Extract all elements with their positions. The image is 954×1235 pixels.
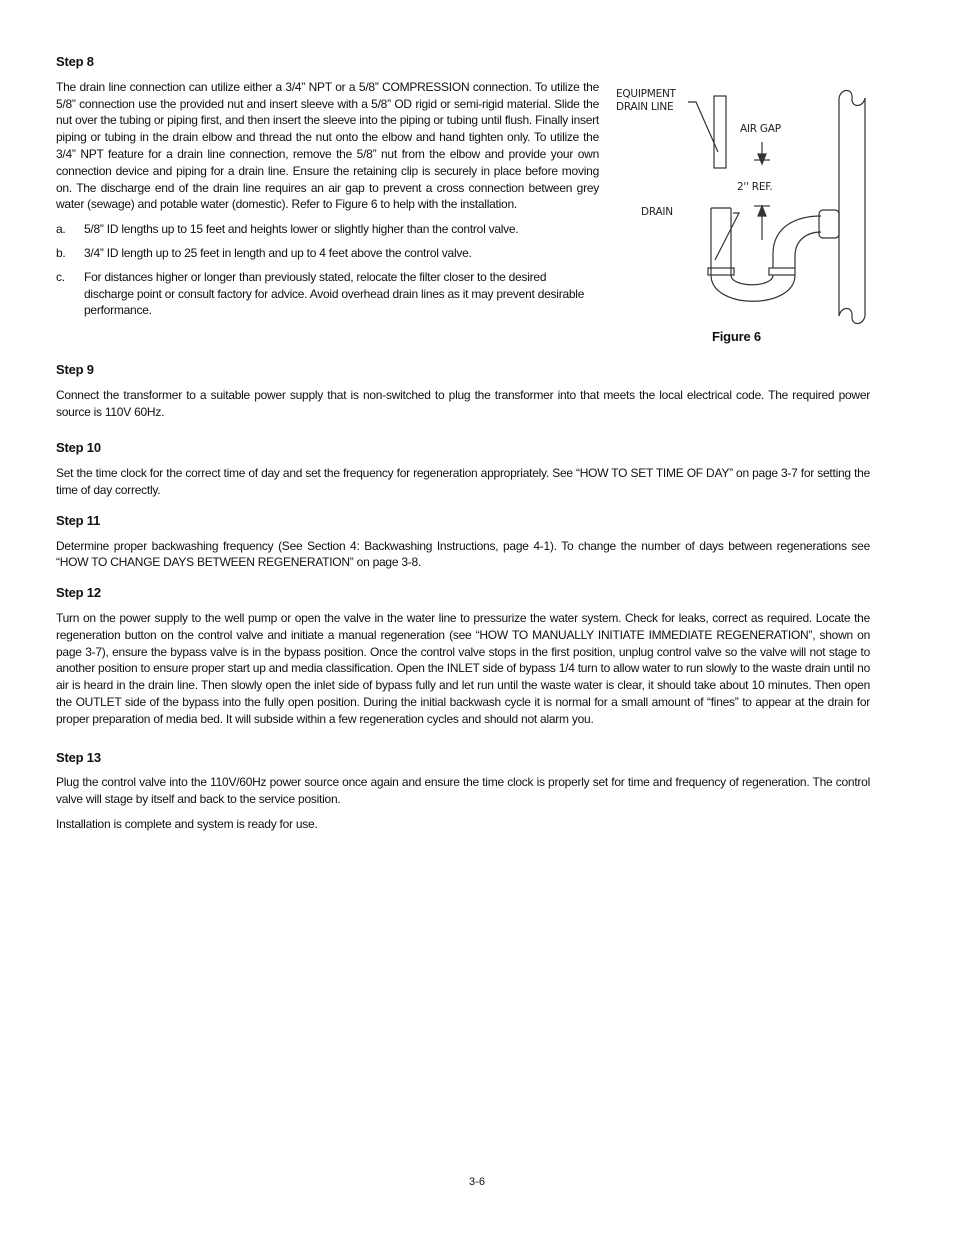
list-item bbox=[56, 269, 599, 319]
trap-arm-inner bbox=[773, 216, 821, 268]
list-marker: a. bbox=[56, 222, 66, 237]
trap-arm-outer bbox=[795, 232, 821, 268]
figure-6-air-gap-diagram bbox=[611, 80, 871, 350]
step-12-section bbox=[56, 585, 870, 727]
step-11-section bbox=[56, 513, 870, 571]
step-10-paragraph: Set the time clock for the correct time of day and set the frequency for regeneration appropriately. See “HOW TO SET TIME OF DAY” on page 3-7 for setting the time of day correctly. bbox=[56, 466, 870, 497]
label-equipment: EQUIPMENT bbox=[616, 88, 676, 100]
list-item-text: 3/4” ID length up to 25 feet in length and up to 4 feet above the control valve. bbox=[84, 245, 472, 260]
equipment-drain-line-tube bbox=[714, 96, 726, 168]
figure-caption: Figure 6 bbox=[712, 329, 761, 344]
step-13-heading: Step 13 bbox=[56, 749, 101, 765]
drain-diagram-drawing bbox=[611, 80, 871, 330]
air-gap-arrow-head bbox=[758, 154, 766, 164]
step-9-paragraph: Connect the transformer to a suitable power supply that is non-switched to plug the transformer into that meets the local electrical code. The required power source is 110V 60Hz. bbox=[56, 387, 870, 419]
step-10-heading: Step 10 bbox=[56, 440, 101, 456]
step-10-section bbox=[56, 440, 870, 498]
p-trap-inner bbox=[731, 275, 773, 285]
list-item bbox=[56, 221, 599, 238]
p-trap-outer bbox=[711, 275, 795, 301]
step-8-section bbox=[56, 54, 870, 346]
list-item bbox=[56, 245, 599, 262]
step-12-paragraph: Turn on the power supply to the well pump or open the valve in the water line to pressurize the water system. Check for leaks, correct as required. Locate the regeneration button on the control valve and initiate a manual regeneration (see “HOW TO MANUALLY INITIATE IMMEDIATE REGENERATION”, shown on page 3-7), ensure the bypass valve is in the bypass position. Once the control valve stops in the first position, unplug control valve so the valve will not stage to another position to ensure proper start up and media classification. Open the INLET side of bypass 1/4 turn to allow water to run slowly to the waste drain until no air is heard in the drain line. Then slowly open the inlet side of bypass fully and let run until the waste water is clear, it should take about 10 minutes. Then open the OUTLET side of the bypass into the fully open position. During the initial backwash cycle it is normal for a small amount of “fines” to appear at the drain for proper preparation of media bed. It will subside within a few regeneration cycles and should not alarm you. bbox=[56, 610, 870, 726]
branch-fitting bbox=[819, 210, 839, 238]
step-11-heading: Step 11 bbox=[56, 512, 101, 528]
closing-sentence: Installation is complete and system is ready for use. bbox=[56, 816, 318, 831]
label-air-gap: AIR GAP bbox=[740, 123, 781, 135]
step-8-heading: Step 8 bbox=[56, 54, 94, 69]
list-item-text: For distances higher or longer than previously stated, relocate the filter closer to the desired discharge point or consult factory for advice. Avoid overhead drain lines as it may prevent desirable performance. bbox=[84, 269, 585, 318]
step-8-paragraph: The drain line connection can utilize either a 3/4” NPT or a 5/8” COMPRESSION connection. To utilize the 5/8” connection use the provided nut and insert sleeve with a 5/8” OD rigid or semi-rigid material. Slide the nut over the tubing or piping first, and then insert the sleeve into the piping or tubing until flush. Finally insert piping or tubing in the drain elbow and thread the nut onto the elbow and hand tighten only. To utilize the 3/4” NPT feature for a drain line connection, remove the 5/8” nut from the elbow and provide your own connection device and piping for a drain line. Ensure the retaining clip is securely in place before moving on. The discharge end of the drain line requires an air gap to prevent a cross connection between grey water (sewage) and potable water (domestic). Refer to Figure 6 to help with the installation. bbox=[56, 79, 599, 212]
right-coupling bbox=[769, 268, 795, 275]
stack-top-break bbox=[839, 91, 865, 106]
step-8-text bbox=[56, 54, 599, 319]
step-9-section bbox=[56, 362, 870, 420]
list-marker: c. bbox=[56, 269, 65, 284]
step-13-section bbox=[56, 750, 870, 833]
list-item-text: 5/8” ID lengths up to 15 feet and heights lower or slightly higher than the control valve. bbox=[84, 222, 519, 237]
label-drain: DRAIN bbox=[641, 206, 673, 218]
step-9-heading: Step 9 bbox=[56, 362, 94, 377]
label-ref: 2'' REF. bbox=[737, 181, 773, 193]
drain-label-leader bbox=[715, 213, 739, 260]
left-coupling bbox=[708, 268, 734, 275]
stack-bottom-break bbox=[839, 309, 865, 324]
step-13-paragraph: Plug the control valve into the 110V/60Hz power source once again and ensure the time clock is properly set for time and frequency of regeneration. The control valve will stage by itself and back to the service position. bbox=[56, 775, 870, 807]
step-11-paragraph: Determine proper backwashing frequency (See Section 4: Backwashing Instructions, page 4-1). To change the number of days between regenerations see “HOW TO CHANGE DAYS BETWEEN REGENERATION” on page 3-8. bbox=[56, 538, 870, 570]
page-content bbox=[56, 54, 870, 853]
label-drain-line: DRAIN LINE bbox=[616, 101, 674, 113]
step-12-heading: Step 12 bbox=[56, 585, 101, 601]
list-marker: b. bbox=[56, 245, 66, 260]
page-number: 3-6 bbox=[469, 1176, 485, 1188]
ref-arrow-head bbox=[758, 206, 766, 216]
step-8-list bbox=[56, 221, 599, 319]
